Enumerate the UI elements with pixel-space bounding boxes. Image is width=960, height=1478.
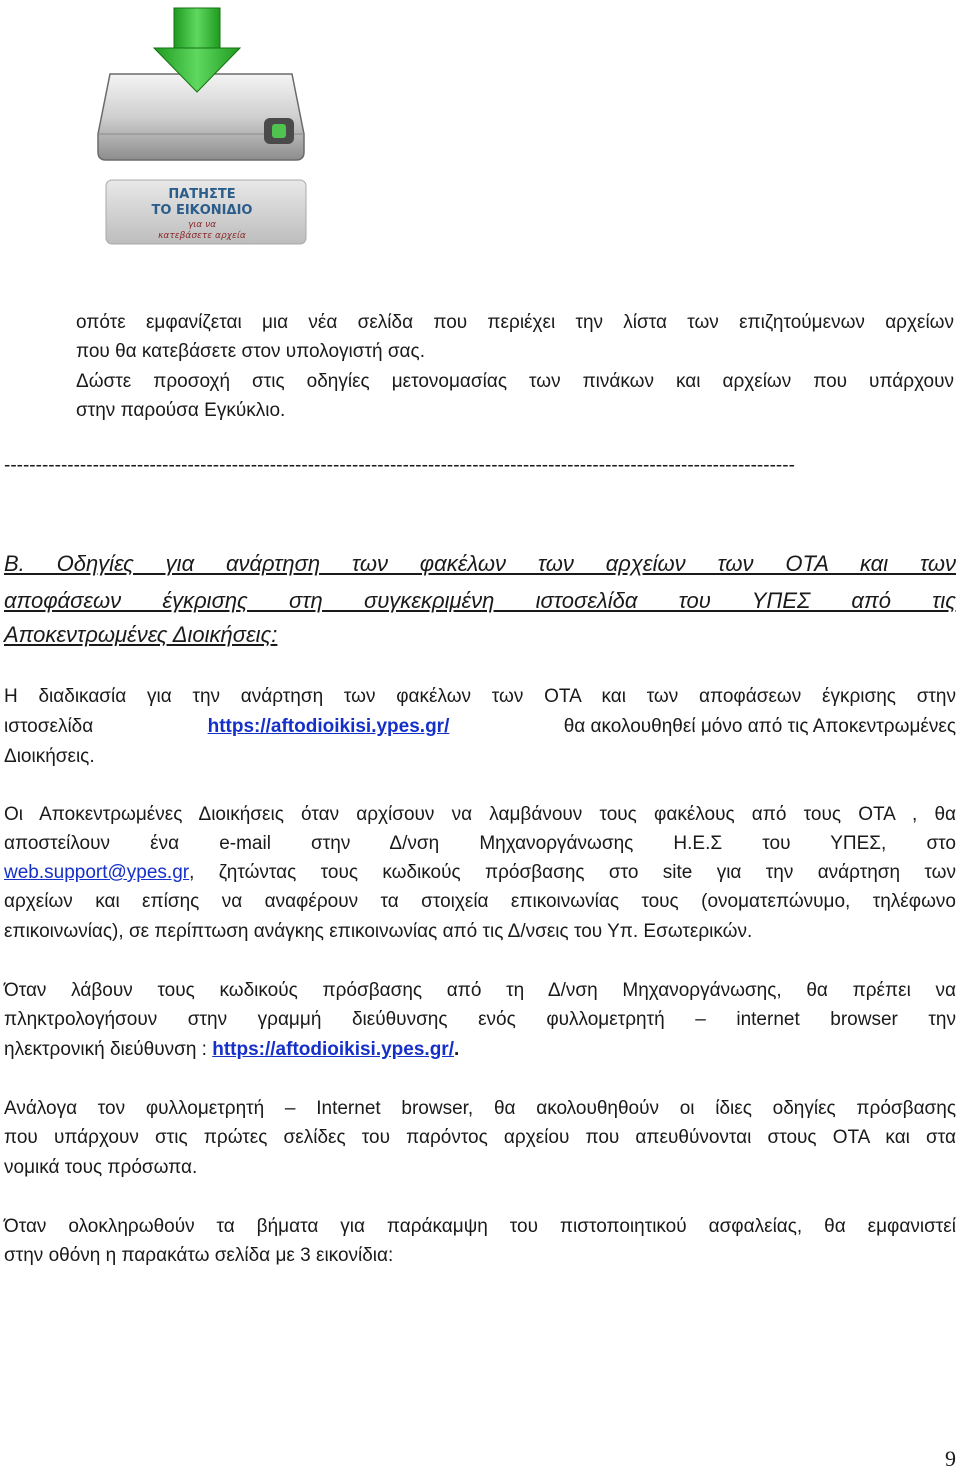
para3-line3-post: . — [453, 1039, 460, 1060]
icon-caption-line3: για να — [187, 220, 217, 230]
para1-line3: Διοικήσεις. — [4, 746, 95, 767]
para1-line2-post: θα ακολουθηθεί μόνο από τις Αποκεντρωμένες — [563, 716, 956, 737]
para5-line2: στην οθόνη η παρακάτω σελίδα με 3 εικονίδια: — [4, 1245, 394, 1266]
para5-line1: Όταν ολοκληρωθούν τα βήματα για παράκαμψη του πιστοποιητικού ασφαλείας, θα εμφανιστεί — [4, 1216, 956, 1237]
page-number: 9 — [945, 1446, 956, 1471]
para4-line2: που υπάρχουν στις πρώτες σελίδες του παρόντος αρχείου που απευθύνονται στους ΟΤΑ και στα — [4, 1127, 956, 1148]
aftodioikisi-link-1[interactable]: https://aftodioikisi.ypes.gr/ — [207, 716, 450, 737]
separator-line: ----------------------------------------------------------------------------------------------------------------------------- — [4, 455, 795, 476]
para3-line3 — [4, 1035, 956, 1064]
para1-line1: Η διαδικασία για την ανάρτηση των φακέλων των ΟΤΑ και των αποφάσεων έγκρισης στην — [4, 686, 956, 707]
para4-line1: Ανάλογα τον φυλλομετρητή – Internet browser, θα ακολουθηθούν οι ίδιες οδηγίες πρόσβασης — [4, 1098, 956, 1119]
para2-line2: αποστείλουν ένα e-mail στην Δ/νση Μηχανοργάνωσης Η.Ε.Σ του ΥΠΕΣ, στο — [4, 833, 956, 854]
para3-line2: πληκτρολογήσουν στην γραμμή διεύθυνσης ενός φυλλομετρητή – internet browser την — [4, 1009, 956, 1030]
para3-line1: Όταν λάβουν τους κωδικούς πρόσβασης από τη Δ/νση Μηχανοργάνωσης, θα πρέπει να — [4, 980, 956, 1001]
para2-line4: αρχείων και επίσης να αναφέρουν τα στοιχεία επικοινωνίας τους (ονοματεπώνυμο, τηλέφωνο — [4, 891, 956, 912]
para2-line3-post: , ζητώντας τους κωδικούς πρόσβασης στο site για την ανάρτηση των — [189, 862, 956, 883]
para4-line3: νομικά τους πρόσωπα. — [4, 1157, 198, 1178]
download-drive-icon[interactable] — [92, 4, 312, 250]
download-drive-graphic — [92, 4, 312, 250]
para1-line2 — [4, 712, 956, 741]
support-email-link[interactable]: web.support@ypes.gr — [4, 862, 190, 883]
para2-line1: Οι Αποκεντρωμένες Διοικήσεις όταν αρχίσουν να λαμβάνουν τους φακέλους από τους ΟΤΑ , θα — [4, 804, 956, 825]
intro-line3: Δώστε προσοχή στις οδηγίες μετονομασίας των πινάκων και αρχείων που υπάρχουν — [76, 371, 954, 392]
aftodioikisi-link-2[interactable]: https://aftodioikisi.ypes.gr/ — [212, 1039, 454, 1060]
icon-caption-line1: ΠΑΤΗΣΤΕ — [168, 187, 236, 202]
section-b-heading-line3: Αποκεντρωμένες Διοικήσεις: — [4, 622, 278, 647]
icon-caption-line4: κατεβάσετε αρχεία — [158, 231, 246, 241]
para2-line3 — [4, 858, 956, 887]
intro-line4: στην παρούσα Εγκύκλιο. — [76, 400, 286, 421]
section-b-heading-line2: αποφάσεων έγκρισης στη συγκεκριμένη ιστοσελίδα του ΥΠΕΣ από τις — [4, 588, 956, 613]
para1-line2-pre: ιστοσελίδα — [4, 716, 94, 737]
para3-line3-pre: ηλεκτρονική διεύθυνση : — [4, 1039, 213, 1060]
intro-line2: που θα κατεβάσετε στον υπολογιστή σας. — [76, 341, 425, 362]
icon-caption-line2: ΤΟ ΕΙΚΟΝΙΔΙΟ — [151, 203, 253, 218]
intro-line1: οπότε εμφανίζεται μια νέα σελίδα που περιέχει την λίστα των επιζητούμενων αρχείων — [76, 312, 954, 333]
section-b-heading-line1: Β. Οδηγίες για ανάρτηση των φακέλων των αρχείων των ΟΤΑ και των — [4, 551, 956, 576]
para2-line5: επικοινωνίας), σε περίπτωση ανάγκης επικοινωνίας από τις Δ/νσεις του Υπ. Εσωτερικών. — [4, 921, 753, 942]
